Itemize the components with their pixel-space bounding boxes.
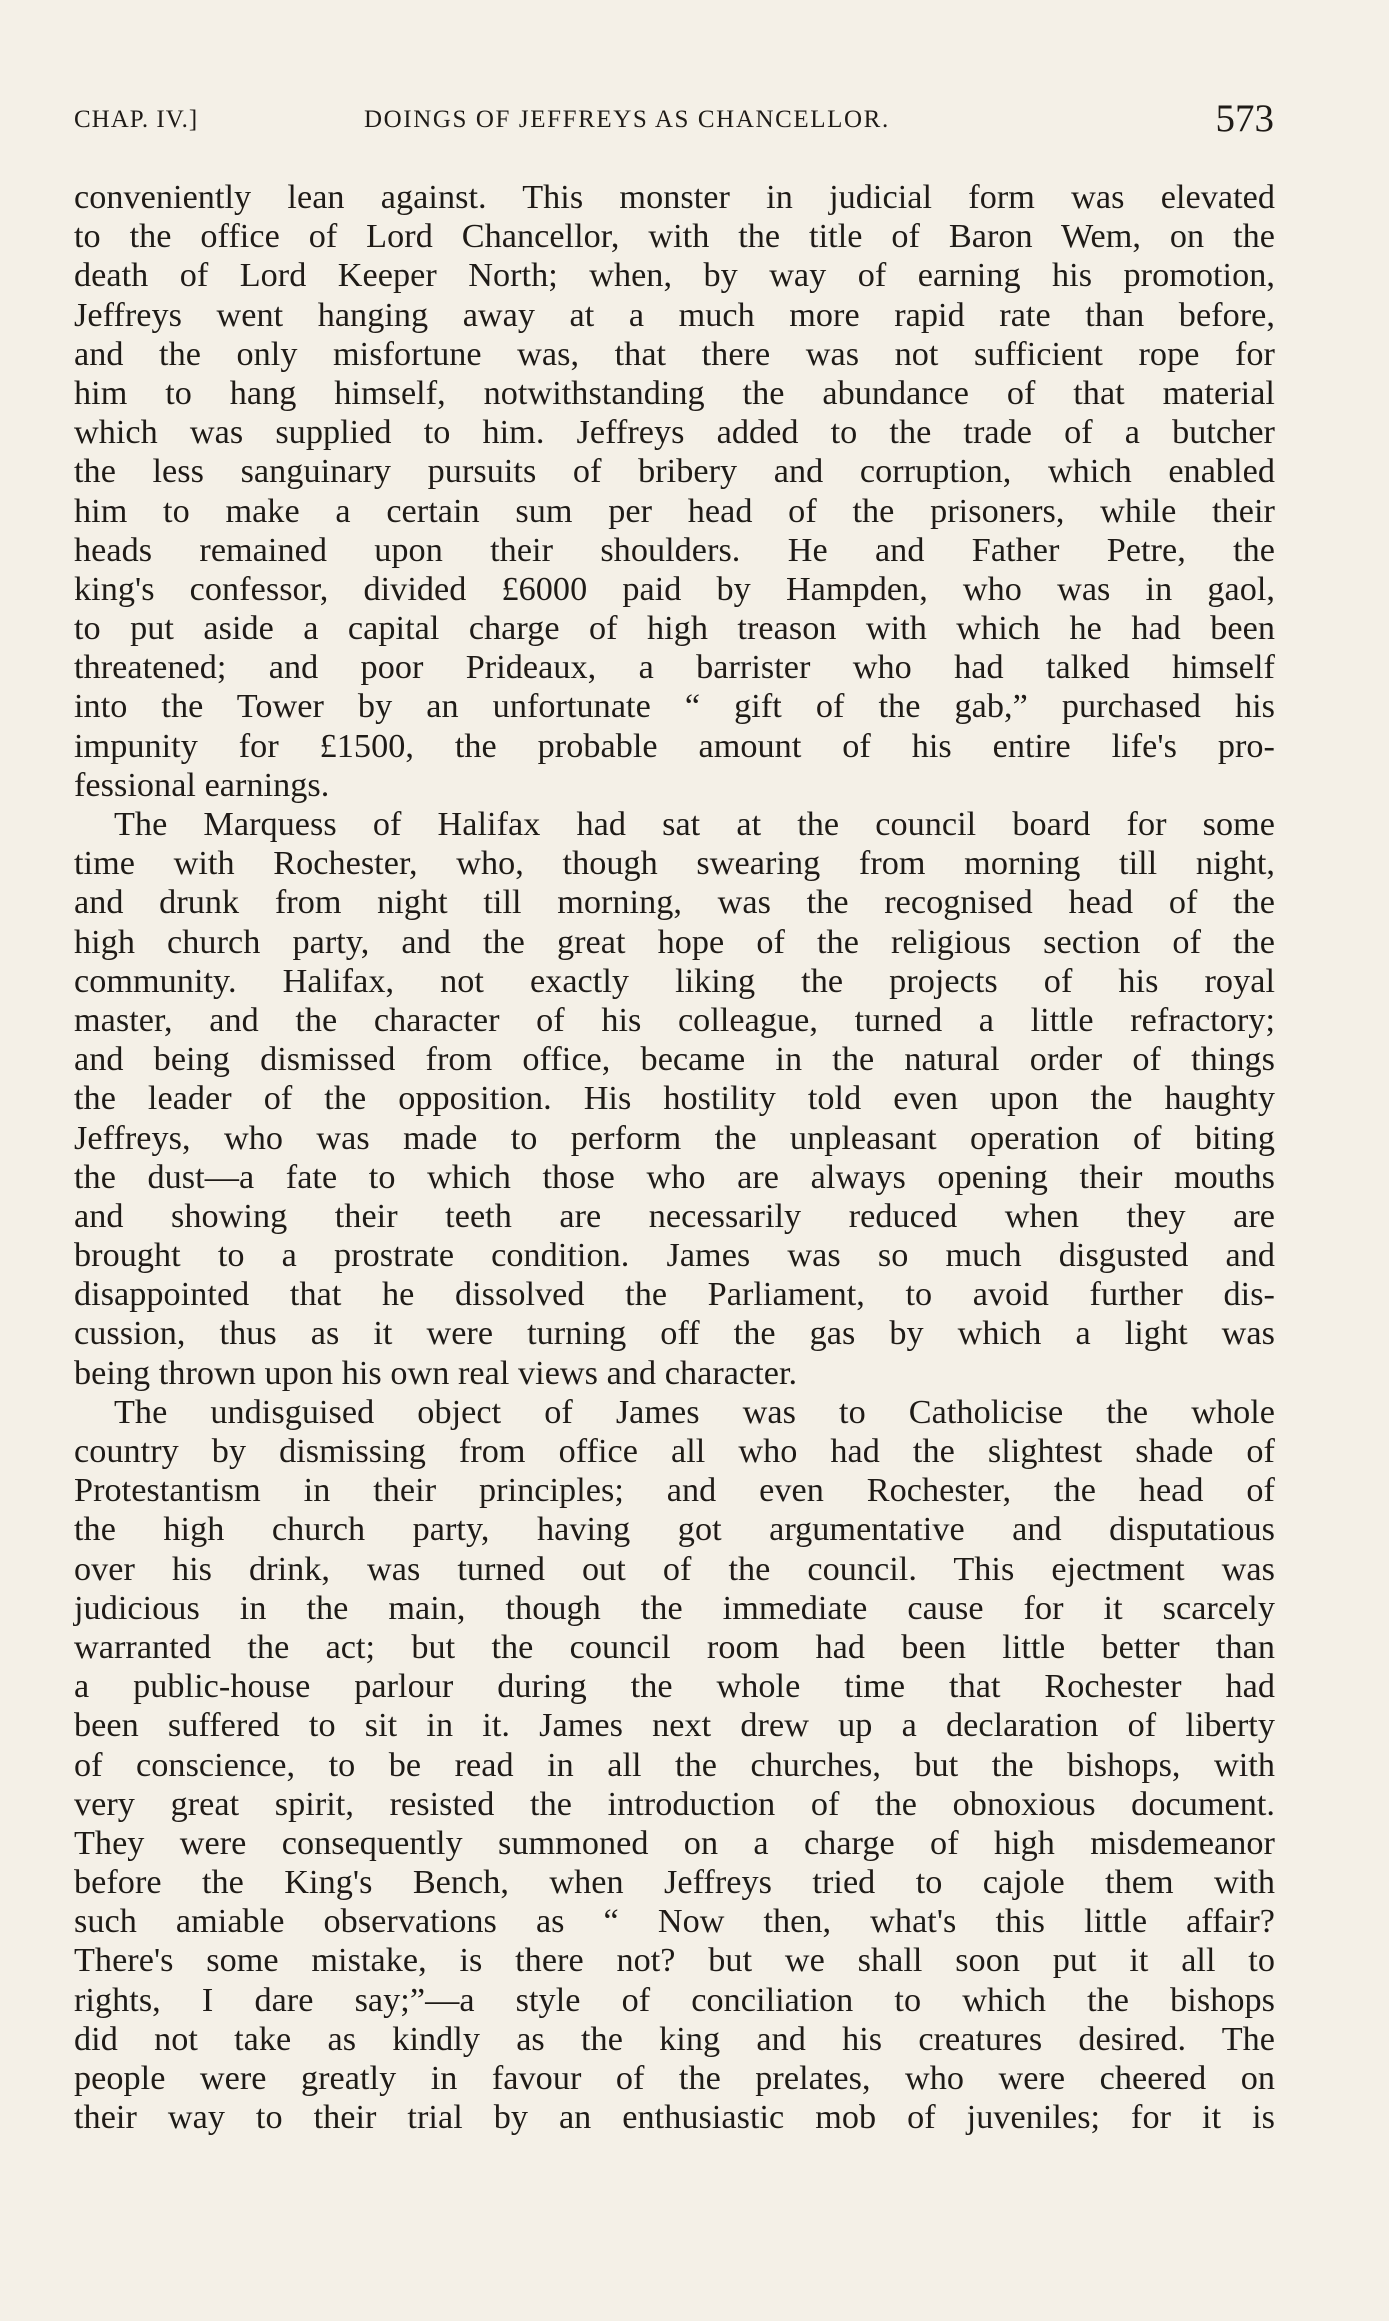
text-line: Jeffreys went hanging away at a much more rapid rate than before, (74, 296, 1275, 334)
text-line: to put aside a capital charge of high treason with which he had been (74, 610, 1275, 648)
text-line: heads remained upon their shoulders. He and Father Petre, the (74, 531, 1275, 569)
text-line: people were greatly in favour of the prelates, who were cheered on (74, 2060, 1275, 2097)
text-line: disappointed that he dissolved the Parliament, to avoid further dis- (74, 1276, 1275, 1314)
text-line: him to hang himself, notwithstanding the abundance of that material (74, 374, 1275, 412)
text-line: him to make a certain sum per head of the prisoners, while their (74, 492, 1275, 530)
text-line: such amiable observations as “ Now then, what's this little affair? (74, 1903, 1275, 1941)
text-line: brought to a prostrate condition. James was so much disgusted and (74, 1237, 1275, 1275)
page-number: 573 (1215, 97, 1274, 140)
text-line: a public-house parlour during the whole time that Rochester had (74, 1668, 1275, 1706)
text-line: the dust—a fate to which those who are always opening their mouths (74, 1158, 1275, 1196)
text-line: warranted the act; but the council room had been little better than (74, 1628, 1275, 1666)
text-line: The undisguised object of James was to Catholicise the whole (114, 1393, 1275, 1431)
text-line: rights, I dare say;”—a style of conciliation to which the bishops (74, 1981, 1275, 2019)
text-line: Protestantism in their principles; and even Rochester, the head of (74, 1472, 1275, 1510)
running-head (74, 96, 1274, 144)
text-line: the high church party, having got argumentative and disputatious (74, 1511, 1275, 1549)
text-line: did not take as kindly as the king and his creatures desired. The (74, 2020, 1275, 2058)
text-line: They were consequently summoned on a charge of high misdemeanor (74, 1824, 1275, 1862)
text-line: over his drink, was turned out of the council. This ejectment was (74, 1550, 1275, 1588)
text-line: of conscience, to be read in all the churches, but the bishops, with (74, 1746, 1275, 1784)
text-line: their way to their trial by an enthusiastic mob of juveniles; for it is (74, 2099, 1275, 2137)
text-line: threatened; and poor Prideaux, a barrister who had talked himself (74, 649, 1275, 687)
text-line: time with Rochester, who, though swearing from morning till night, (74, 845, 1275, 883)
text-line: The Marquess of Halifax had sat at the council board for some (114, 806, 1275, 843)
text-line: impunity for £1500, the probable amount of his entire life's pro- (74, 727, 1275, 765)
text-line: been suffered to sit in it. James next drew up a declaration of liberty (74, 1707, 1275, 1745)
body-text (74, 178, 1275, 2137)
text-line: very great spirit, resisted the introduction of the obnoxious document. (74, 1785, 1275, 1823)
text-line: and being dismissed from office, became in the natural order of things (74, 1041, 1275, 1079)
text-line: There's some mistake, is there not? but we shall soon put it all to (74, 1942, 1275, 1980)
text-line: judicious in the main, though the immediate cause for it scarcely (74, 1589, 1275, 1627)
text-line: the leader of the opposition. His hostility told even upon the haughty (74, 1080, 1275, 1118)
text-line: being thrown upon his own real views and character. (74, 1354, 798, 1392)
text-line: the less sanguinary pursuits of bribery and corruption, which enabled (74, 453, 1275, 491)
text-line: Jeffreys, who was made to perform the unpleasant operation of biting (74, 1119, 1275, 1157)
text-line: fessional earnings. (74, 766, 330, 804)
text-line: and drunk from night till morning, was the recognised head of the (74, 884, 1275, 922)
text-line: country by dismissing from office all who had the slightest shade of (74, 1433, 1275, 1470)
text-line: master, and the character of his colleague, turned a little refractory; (74, 1001, 1275, 1039)
text-line: to the office of Lord Chancellor, with the title of Baron Wem, on the (74, 218, 1275, 256)
text-line: and showing their teeth are necessarily reduced when they are (74, 1197, 1275, 1235)
text-line: high church party, and the great hope of the religious section of the (74, 923, 1275, 961)
running-title: DOINGS OF JEFFREYS AS CHANCELLOR. (364, 106, 890, 133)
text-line: community. Halifax, not exactly liking the projects of his royal (74, 962, 1275, 1000)
text-line: into the Tower by an unfortunate “ gift of the gab,” purchased his (74, 688, 1275, 726)
text-line: and the only misfortune was, that there was not sufficient rope for (74, 335, 1275, 373)
text-line: which was supplied to him. Jeffreys added to the trade of a butcher (74, 414, 1275, 452)
text-line: king's confessor, divided £6000 paid by Hampden, who was in gaol, (74, 570, 1275, 608)
text-line: death of Lord Keeper North; when, by way of earning his promotion, (74, 257, 1275, 295)
text-line: cussion, thus as it were turning off the gas by which a light was (74, 1315, 1275, 1353)
text-line: conveniently lean against. This monster in judicial form was elevated (74, 179, 1275, 216)
text-line: before the King's Bench, when Jeffreys tried to cajole them with (74, 1864, 1275, 1902)
chapter-label: CHAP. IV.] (74, 106, 199, 133)
